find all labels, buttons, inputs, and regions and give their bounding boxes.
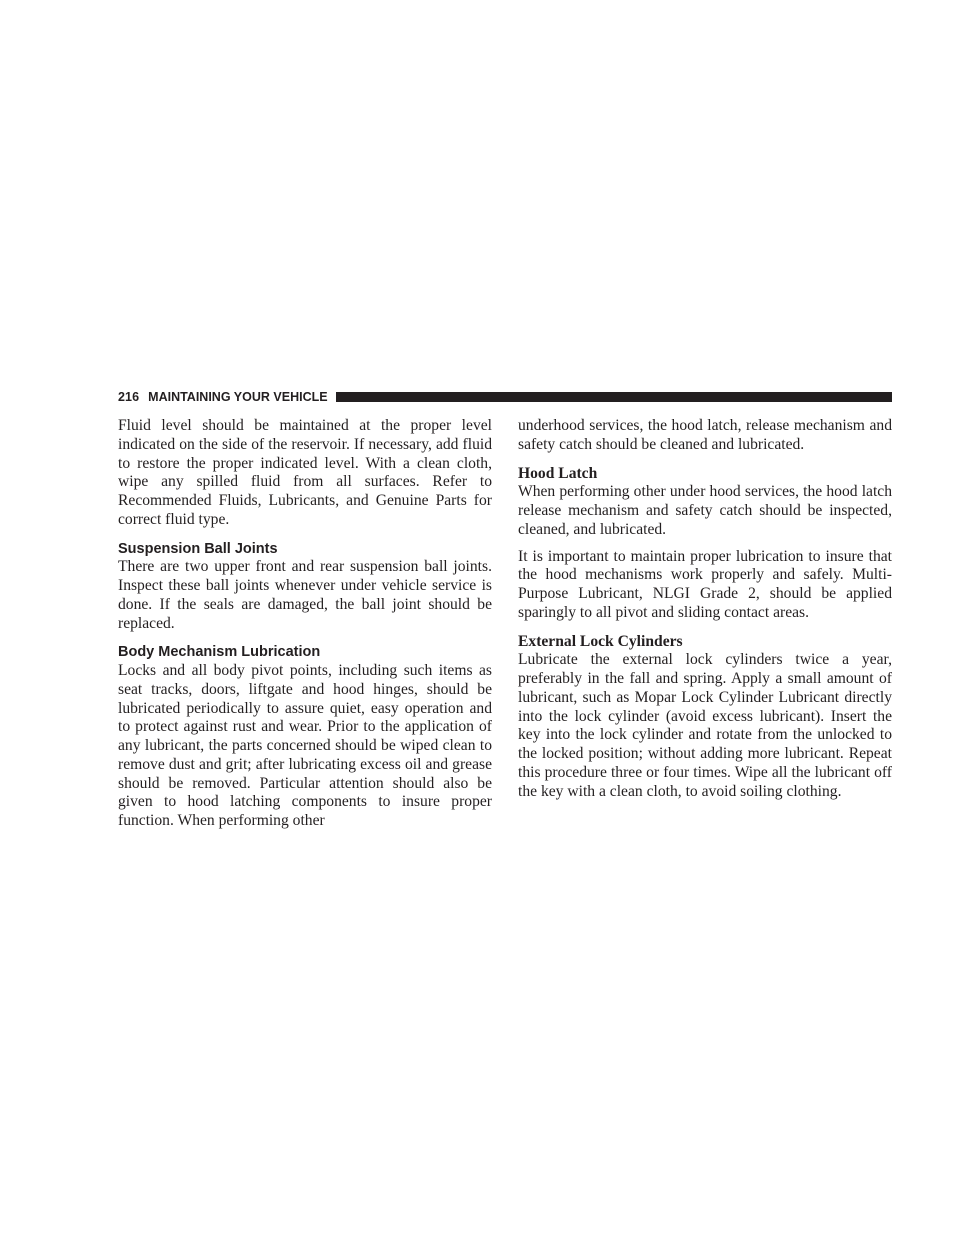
header-rule (336, 392, 892, 402)
paragraph-fluid-level: Fluid level should be maintained at the proper level indicated on the side of the reservoir. If necessary, add fluid to restore the proper indicated level. With a clean cloth, wipe any spilled fluid from all surfaces. Refer to Recommended Fluids, Lubricants, and Genuine Parts for correct fluid type. (118, 417, 492, 528)
paragraph-underhood-continuation: underhood services, the hood latch, release mechanism and safety catch should be cleaned and lubricated. (518, 417, 892, 453)
paragraph-external-lock-cylinders: Lubricate the external lock cylinders twice a year, preferably in the fall and spring. Apply a small amount of lubricant, such as Mopar Lock Cylinder Lubricant directly into the lock cylinder (avoid excess lubricant). Insert the key into the lock cylinder and rotate from the unlocked to the locked position; without adding more lubricant. Repeat this procedure three or four times. Wipe all the lubricant off the key with a clean cloth, to avoid soiling clothing. (518, 651, 892, 800)
heading-external-lock-cylinders: External Lock Cylinders (518, 632, 683, 650)
page-header (118, 389, 892, 405)
right-column (518, 417, 892, 809)
left-column (118, 417, 492, 839)
heading-hood-latch: Hood Latch (518, 464, 598, 482)
page-number: 216 (118, 390, 140, 404)
paragraph-suspension-ball-joints: There are two upper front and rear suspension ball joints. Inspect these ball joints whenever under vehicle service is done. If the seals are damaged, the ball joint should be replaced. (118, 558, 492, 632)
paragraph-hood-lubrication: It is important to maintain proper lubrication to insure that the hood mechanisms work properly and safely. Multi-Purpose Lubricant, NLGI Grade 2, should be applied sparingly to all pivot and sliding contact areas. (518, 547, 892, 621)
heading-body-mechanism-lubrication: Body Mechanism Lubrication (118, 644, 321, 661)
paragraph-hood-latch: When performing other under hood services, the hood latch release mechanism and safety catch should be inspected, cleaned, and lubricated. (518, 483, 892, 538)
section-title: MAINTAINING YOUR VEHICLE (148, 390, 328, 404)
paragraph-body-mechanism-lubrication: Locks and all body pivot points, including such items as seat tracks, doors, liftgate and hood hinges, should be lubricated periodically to assure quiet, easy operation and to protect against rust and wear. Prior to the application of any lubricant, the parts concerned should be wiped clean to remove dust and grit; after lubricating excess oil and grease should be removed. Particular attention should also be given to hood latching components to insure proper function. When performing other (118, 662, 492, 829)
heading-suspension-ball-joints: Suspension Ball Joints (118, 540, 278, 557)
